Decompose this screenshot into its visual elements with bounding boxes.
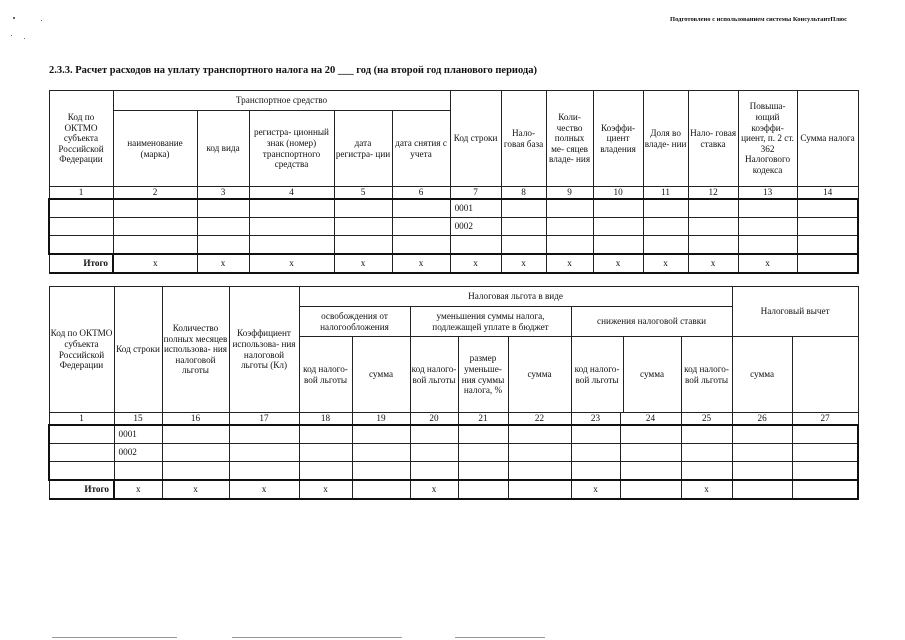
table-cell[interactable] <box>732 462 792 481</box>
line-code-cell: 0001 <box>450 199 501 218</box>
scan-speck <box>41 20 42 21</box>
table-cell[interactable] <box>197 199 249 218</box>
column-number: 15 <box>114 413 162 426</box>
total-cell[interactable] <box>458 480 508 499</box>
column-number: 13 <box>738 187 797 200</box>
column-number: 23 <box>571 413 620 426</box>
total-cell: x <box>113 254 197 273</box>
header-oktmo: Код по ОКТМО субъекта Российской Федерации <box>49 91 113 187</box>
table-cell[interactable] <box>738 218 797 236</box>
column-number: 21 <box>458 413 508 426</box>
table-cell[interactable] <box>571 462 620 481</box>
total-cell: x <box>114 480 162 499</box>
header-sum: сумма <box>352 337 410 413</box>
header-tax-sum: Сумма налога <box>797 91 858 187</box>
header-ownership-coef: Коэффи- циент владения <box>593 91 643 187</box>
total-cell: x <box>643 254 688 273</box>
header-reg-sign: регистра- ционный знак (номер) транспортного средства <box>249 111 334 187</box>
table-cell[interactable] <box>593 218 643 236</box>
header-rate-reduction: снижения налоговой ставки <box>571 307 732 337</box>
table-cell[interactable] <box>681 462 732 481</box>
total-cell[interactable] <box>352 480 410 499</box>
column-numbers-row <box>49 187 858 200</box>
table-cell[interactable] <box>643 236 688 255</box>
column-number: 17 <box>229 413 299 426</box>
column-number: 1 <box>49 187 113 200</box>
header-reduction-size: размер уменьше- ния суммы налога, % <box>458 337 508 413</box>
column-number: 8 <box>501 187 546 200</box>
table-cell[interactable] <box>299 425 352 444</box>
table-cell[interactable] <box>249 218 334 236</box>
table-cell[interactable] <box>792 462 858 481</box>
header-rate-reduction-sub <box>571 337 681 413</box>
table-cell[interactable] <box>113 236 197 255</box>
table-cell[interactable] <box>229 444 299 462</box>
header-benefit-code: код налого- вой льготы <box>299 337 352 413</box>
header-line-code: Код строки <box>450 91 501 187</box>
table-cell[interactable] <box>352 425 410 444</box>
table-cell[interactable] <box>249 236 334 255</box>
column-number: 18 <box>299 413 352 426</box>
table-cell[interactable] <box>508 462 571 481</box>
total-cell: x <box>546 254 593 273</box>
header-usage-coef: Коэффициент использова- ния налоговой льготы (Кл) <box>229 287 299 413</box>
header-exemption: освобождения от налогообложения <box>299 307 410 337</box>
table-cell[interactable] <box>546 236 593 255</box>
section-title: 2.3.3. Расчет расходов на уплату транспортного налога на 20 ___ год (на второй год планового периода) <box>49 65 537 76</box>
total-cell: x <box>688 254 738 273</box>
table-cell[interactable] <box>229 462 299 481</box>
header-reduction-sum: уменьшения суммы налога, подлежащей уплате в бюджет <box>410 307 571 337</box>
column-number: 27 <box>792 413 858 426</box>
table-cell[interactable] <box>334 236 392 255</box>
total-label: Итого <box>49 480 114 499</box>
total-cell: x <box>571 480 620 499</box>
table-cell[interactable] <box>620 462 681 481</box>
column-number: 19 <box>352 413 410 426</box>
column-number: 22 <box>508 413 571 426</box>
column-number: 4 <box>249 187 334 200</box>
table-cell[interactable] <box>571 444 620 462</box>
total-cell: x <box>738 254 797 273</box>
total-cell: x <box>162 480 229 499</box>
total-cell[interactable] <box>508 480 571 499</box>
line-code-cell: 0001 <box>114 425 162 444</box>
total-cell: x <box>392 254 450 273</box>
table-cell[interactable] <box>571 425 620 444</box>
header-note: Подготовлено с использованием системы КонсультантПлюс <box>670 16 847 23</box>
total-cell: x <box>410 480 458 499</box>
header-increasing-coef: Повыша- ющий коэффи- циент, п. 2 ст. 362 Налогового кодекса <box>738 91 797 187</box>
header-line-code: Код строки <box>114 287 162 413</box>
table-cell[interactable] <box>688 236 738 255</box>
column-number: 14 <box>797 187 858 200</box>
table-cell[interactable] <box>49 444 114 462</box>
column-number: 12 <box>688 187 738 200</box>
table-cell[interactable] <box>352 444 410 462</box>
header-dereg-date: дата снятия с учета <box>392 111 450 187</box>
table-cell[interactable] <box>732 444 792 462</box>
table-cell[interactable] <box>458 462 508 481</box>
header-months: Коли- чество полных ме- сяцев владе- ния <box>546 91 593 187</box>
scan-edge-line <box>455 637 545 638</box>
total-cell: x <box>681 480 732 499</box>
table-row <box>49 444 858 462</box>
vehicle-tax-table <box>48 90 859 274</box>
table-cell[interactable] <box>162 462 229 481</box>
header-sum: сумма <box>732 337 792 413</box>
header-benefit-code: код налого- вой льготы <box>572 337 624 412</box>
header-type-code: код вида <box>197 111 249 187</box>
table-cell[interactable] <box>688 218 738 236</box>
table-cell[interactable] <box>392 199 450 218</box>
table-row <box>49 462 858 481</box>
total-label: Итого <box>49 254 113 273</box>
table-cell[interactable] <box>410 462 458 481</box>
scan-speck <box>24 38 25 39</box>
table-cell[interactable] <box>410 425 458 444</box>
column-number: 3 <box>197 187 249 200</box>
column-number: 10 <box>593 187 643 200</box>
table-cell[interactable] <box>249 199 334 218</box>
table-cell[interactable] <box>334 218 392 236</box>
header-deduction: Налоговый вычет <box>732 287 858 337</box>
table-cell[interactable] <box>508 425 571 444</box>
table-cell[interactable] <box>797 218 858 236</box>
column-number: 25 <box>681 413 732 426</box>
table-cell[interactable] <box>410 444 458 462</box>
tax-benefit-table <box>48 286 859 500</box>
column-number: 6 <box>392 187 450 200</box>
total-cell: x <box>501 254 546 273</box>
total-sum-cell[interactable] <box>797 254 858 273</box>
table-cell[interactable] <box>49 425 114 444</box>
total-sum-cell[interactable] <box>792 480 858 499</box>
header-tax-base: Нало- говая база <box>501 91 546 187</box>
table-cell[interactable] <box>797 236 858 255</box>
table-cell[interactable] <box>458 425 508 444</box>
table-cell[interactable] <box>49 199 113 218</box>
header-name: наименование (марка) <box>113 111 197 187</box>
total-cell: x <box>229 480 299 499</box>
column-number: 26 <box>732 413 792 426</box>
table-cell[interactable] <box>508 444 571 462</box>
table-cell[interactable] <box>352 462 410 481</box>
table-cell[interactable] <box>620 425 681 444</box>
header-oktmo: Код по ОКТМО субъекта Российской Федерации <box>49 287 114 413</box>
header-sum: сумма <box>508 337 571 413</box>
line-code-cell <box>114 462 162 481</box>
table-cell[interactable] <box>501 218 546 236</box>
table-cell[interactable] <box>49 462 114 481</box>
table-cell[interactable] <box>620 444 681 462</box>
table-row <box>49 425 858 444</box>
line-code-cell <box>450 236 501 255</box>
table-cell[interactable] <box>797 199 858 218</box>
header-benefit-group: Налоговая льгота в виде <box>299 287 732 307</box>
table-cell[interactable] <box>458 444 508 462</box>
table-cell[interactable] <box>593 236 643 255</box>
table-cell[interactable] <box>688 199 738 218</box>
table-cell[interactable] <box>392 218 450 236</box>
total-cell: x <box>334 254 392 273</box>
column-number: 7 <box>450 187 501 200</box>
header-benefit-code: код налого- вой льготы <box>681 337 732 413</box>
table-cell[interactable] <box>738 236 797 255</box>
column-number: 5 <box>334 187 392 200</box>
table-cell[interactable] <box>162 444 229 462</box>
table-row <box>49 218 858 236</box>
total-cell: x <box>299 480 352 499</box>
header-reg-date: дата регистра- ции <box>334 111 392 187</box>
column-number: 20 <box>410 413 458 426</box>
header-months-used: Количество полных месяцев использова- ния налоговой льготы <box>162 287 229 413</box>
table-cell[interactable] <box>299 444 352 462</box>
scan-edge-line <box>232 637 402 638</box>
header-benefit-code: код налого- вой льготы <box>410 337 458 413</box>
table-cell[interactable] <box>392 236 450 255</box>
table-cell[interactable] <box>197 218 249 236</box>
column-number: 24 <box>620 413 681 426</box>
table-cell[interactable] <box>113 199 197 218</box>
total-row <box>49 480 858 499</box>
table-cell[interactable] <box>229 425 299 444</box>
table-cell[interactable] <box>593 199 643 218</box>
table-cell[interactable] <box>162 425 229 444</box>
scan-speck <box>11 35 12 36</box>
line-code-cell: 0002 <box>114 444 162 462</box>
table-cell[interactable] <box>738 199 797 218</box>
table-cell[interactable] <box>501 236 546 255</box>
table-cell[interactable] <box>197 236 249 255</box>
table-cell[interactable] <box>546 218 593 236</box>
total-cell: x <box>450 254 501 273</box>
table-row <box>49 236 858 255</box>
total-cell: x <box>197 254 249 273</box>
total-cell[interactable] <box>732 480 792 499</box>
table-cell[interactable] <box>681 444 732 462</box>
rate-reduction-subheader <box>572 337 681 412</box>
table-cell[interactable] <box>334 199 392 218</box>
column-number: 9 <box>546 187 593 200</box>
column-number: 11 <box>643 187 688 200</box>
scan-speck <box>13 17 15 19</box>
total-cell: x <box>249 254 334 273</box>
column-numbers-row <box>49 413 858 426</box>
table-cell[interactable] <box>546 199 593 218</box>
table-cell[interactable] <box>49 236 113 255</box>
line-code-cell: 0002 <box>450 218 501 236</box>
header-tax-rate: Нало- говая ставка <box>688 91 738 187</box>
total-cell: x <box>593 254 643 273</box>
table-cell[interactable] <box>792 444 858 462</box>
header-vehicle-group: Транспортное средство <box>113 91 450 111</box>
column-number: 2 <box>113 187 197 200</box>
table-cell[interactable] <box>643 199 688 218</box>
column-number: 1 <box>49 413 114 426</box>
table-cell[interactable] <box>792 425 858 444</box>
total-cell[interactable] <box>620 480 681 499</box>
table-cell[interactable] <box>49 218 113 236</box>
header-sum: сумма <box>639 369 665 380</box>
scan-edge-line <box>52 637 177 638</box>
table-cell[interactable] <box>643 218 688 236</box>
header-ownership-share: Доля во владе- нии <box>643 91 688 187</box>
column-number: 16 <box>162 413 229 426</box>
table-cell[interactable] <box>732 425 792 444</box>
table-cell[interactable] <box>501 199 546 218</box>
total-row <box>49 254 858 273</box>
table-cell[interactable] <box>299 462 352 481</box>
table-cell[interactable] <box>113 218 197 236</box>
table-cell[interactable] <box>681 425 732 444</box>
table-row <box>49 199 858 218</box>
